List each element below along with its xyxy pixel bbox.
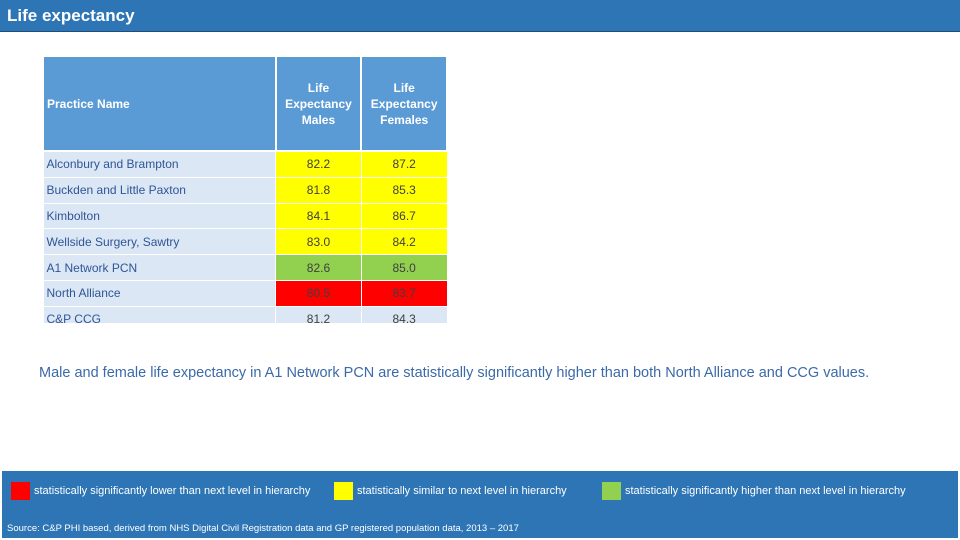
life-expectancy-table-container — [42, 55, 448, 323]
legend-swatch-yellow — [334, 482, 353, 500]
table-row — [43, 177, 447, 203]
table-row — [43, 151, 447, 177]
male-life-expectancy-cell: 83.0 — [276, 229, 362, 255]
life-expectancy-table — [42, 55, 448, 323]
title-bar — [0, 0, 960, 32]
female-life-expectancy-cell: 84.2 — [361, 229, 447, 255]
column-header-female-life-expectancy: Life Expectancy Females — [361, 56, 447, 151]
legend-label-similar: statistically similar to next level in hierarchy — [357, 485, 567, 497]
table-row — [43, 255, 447, 281]
male-life-expectancy-cell: 84.1 — [276, 203, 362, 229]
legend-label-lower: statistically significantly lower than next level in hierarchy — [34, 485, 311, 497]
table-row — [43, 203, 447, 229]
male-life-expectancy-cell: 81.8 — [276, 177, 362, 203]
female-life-expectancy-cell: 85.3 — [361, 177, 447, 203]
column-header-male-life-expectancy: Life Expectancy Males — [276, 56, 362, 151]
female-life-expectancy-cell: 83.7 — [361, 280, 447, 306]
legend-label-higher: statistically significantly higher than next level in hierarchy — [625, 485, 906, 497]
male-life-expectancy-cell: 82.6 — [276, 255, 362, 281]
summary-text: Male and female life expectancy in A1 Network PCN are statistically significantly higher than both North Alliance and CCG values. — [39, 365, 870, 381]
female-life-expectancy-cell: 85.0 — [361, 255, 447, 281]
male-life-expectancy-cell: 81.2 — [276, 306, 362, 323]
column-header-practice-name: Practice Name — [43, 56, 276, 151]
source-note: Source: C&P PHI based, derived from NHS Digital Civil Registration data and GP registered population data, 2013 – 2017 — [7, 523, 519, 534]
practice-name-cell: North Alliance — [43, 280, 276, 306]
practice-name-cell: A1 Network PCN — [43, 255, 276, 281]
table-row — [43, 306, 447, 323]
female-life-expectancy-cell: 84.3 — [361, 306, 447, 323]
female-life-expectancy-cell: 87.2 — [361, 151, 447, 177]
female-life-expectancy-cell: 86.7 — [361, 203, 447, 229]
practice-name-cell: Wellside Surgery, Sawtry — [43, 229, 276, 255]
practice-name-cell: C&P CCG — [43, 306, 276, 323]
practice-name-cell: Buckden and Little Paxton — [43, 177, 276, 203]
legend-footer — [2, 471, 958, 538]
legend-swatch-green — [602, 482, 621, 500]
legend-swatch-red — [11, 482, 30, 500]
table-header-row — [43, 56, 447, 151]
male-life-expectancy-cell: 80.5 — [276, 280, 362, 306]
practice-name-cell: Alconbury and Brampton — [43, 151, 276, 177]
table-body — [43, 151, 447, 323]
male-life-expectancy-cell: 82.2 — [276, 151, 362, 177]
table-row — [43, 280, 447, 306]
table-row — [43, 229, 447, 255]
page-title: Life expectancy — [7, 6, 135, 25]
practice-name-cell: Kimbolton — [43, 203, 276, 229]
